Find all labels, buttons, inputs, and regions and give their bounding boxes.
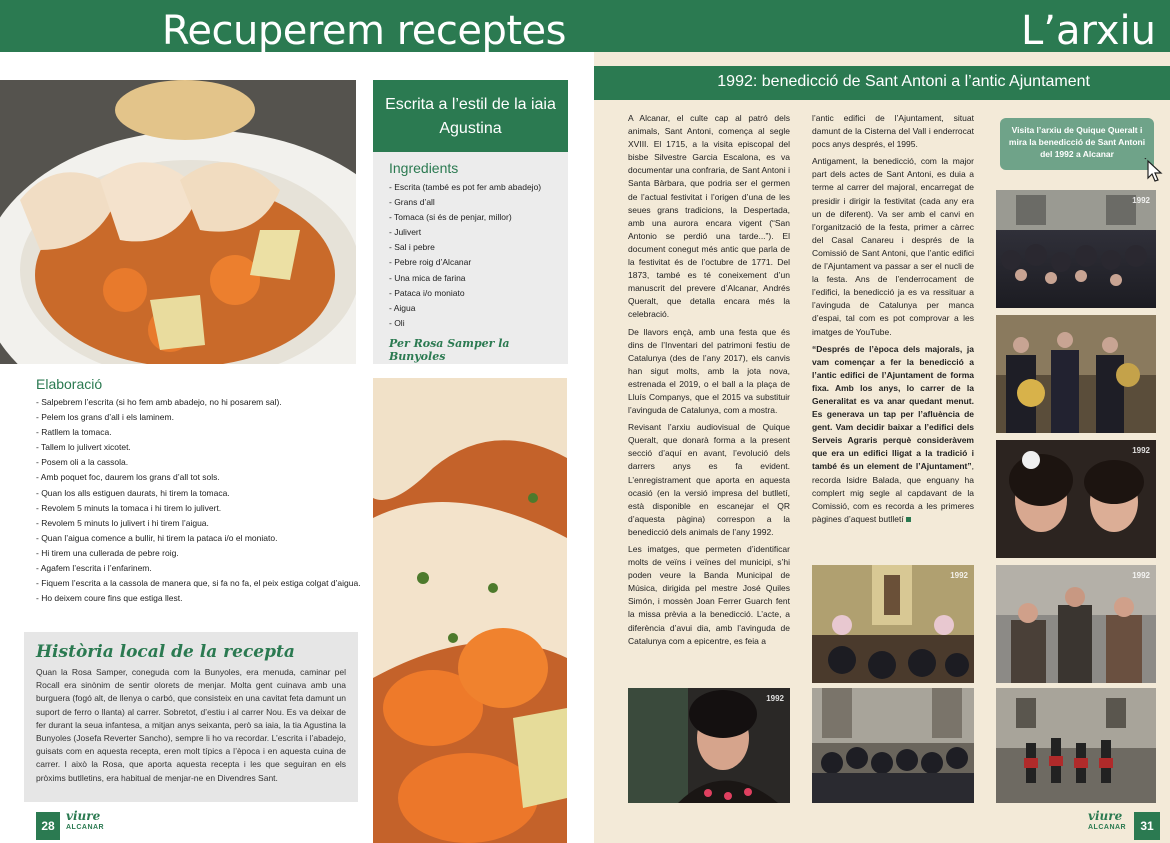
step-item: - Ratllem la tomaca. bbox=[36, 427, 112, 438]
end-mark-icon bbox=[906, 517, 911, 522]
step-item: - Quan l’aigua comence a bullir, hi tirem la pataca i/o el moniato. bbox=[36, 532, 278, 543]
article-subtitle: 1992: benedicció de Sant Antoni a l’antic Ajuntament bbox=[594, 66, 1170, 100]
dish-closeup-photo bbox=[373, 378, 567, 843]
archive-photo-crowd bbox=[996, 190, 1156, 308]
archive-photo-church bbox=[812, 565, 974, 683]
ingredient-item: - Julivert bbox=[389, 227, 422, 238]
paragraph: l’antic edifici de l’Ajuntament, situat damunt de la Cisterna del Vall i enderrocat pocs anys després, el 1995. bbox=[812, 113, 974, 150]
history-text: Quan la Rosa Samper, coneguda com la Bunyoles, era menuda, caminar pel Rocall era sinònim de sentir olorets de menjar. Molta gent cuinava amb una burguera (fogó alt, de llenya o carbó, que consisteix en una cavitat feta damunt un suport de ferro o llanta) al carrer. Sobretot, d’estiu i al carrer Nou. Es va deixar de fer durant la seua infantesa, a mitjan anys seixanta, però sa iaia, la tia Agustina la Bunyoles (Josefa Reverter Sancho), sempre li ho va recordar. L’escrita i l’abadejo, guisats com en aquesta recepta, eren molt típics a l’època i en aquesta cuina de carrer. I això la Rosa, que aporta aquesta recepta i les que seguiran en els pròxims butlletins, era habitual de menjar-ne en Divendres Sant. bbox=[36, 667, 346, 783]
page-number-left: 28 bbox=[36, 812, 60, 840]
article-column-1 bbox=[628, 112, 790, 652]
elaboration-section bbox=[36, 376, 366, 606]
step-item: - Fiquem l’escrita a la cassola de manera que, si fa no fa, el peix estiga colgat d’aigua. bbox=[36, 578, 361, 589]
photo-year-label: 1992 bbox=[1132, 571, 1150, 580]
photo-year-label: 1992 bbox=[1132, 196, 1150, 205]
quote-paragraph bbox=[812, 343, 974, 526]
band-illustration bbox=[996, 315, 1156, 433]
page-number-right: 31 bbox=[1134, 812, 1160, 840]
archive-link-box[interactable]: Visita l’arxiu de Quique Queralt i mira la benedicció de Sant Antoni del 1992 a Alcanar bbox=[1000, 118, 1154, 170]
history-heading: Història local de la recepta bbox=[36, 642, 295, 662]
viure-alcanar-logo-right bbox=[1088, 811, 1126, 833]
paragraph: De llavors ençà, amb una festa que és dins de l’Inventari del patrimoni festiu de Catalunya (des de l’any 2017), els canvis han sigut molts, amb la jota nova, estrenada el 2019, o el ball a la plaça de Lluís Companys, que el 2015 va substituir l’avinguda de Catalunya, com a mostra. bbox=[628, 326, 790, 416]
paragraph: Les imatges, que permeten d’identificar molts de veïns i veïnes del municipi, s’hi poden veure la Banda Municipal de Música, dirigida pel mestre José Quiles Simón, i mossèn Joan Ferrer Guarch fent la missa prèvia a la benedicció. L’acte, a diferència d’avui dia, amb l’avinguda de Catalunya com a epicentre, es feia a bbox=[628, 544, 790, 646]
people-illustration bbox=[996, 565, 1156, 683]
ingredient-item: - Una mica de farina bbox=[389, 272, 466, 283]
dish-illustration bbox=[0, 80, 356, 364]
dancers-illustration bbox=[996, 688, 1156, 803]
photo-year-label: 1992 bbox=[1132, 446, 1150, 455]
ingredient-item: - Tomaca (si és de penjar, millor) bbox=[389, 212, 512, 223]
step-item: - Ho deixem coure fins que estiga llest. bbox=[36, 593, 183, 604]
elaboration-heading: Elaboració bbox=[36, 376, 103, 392]
step-item: - Salpebrem l’escrita (si ho fem amb abadejo, no hi posarem sal). bbox=[36, 397, 282, 407]
archive-photo-girls bbox=[996, 440, 1156, 558]
cursor-icon bbox=[1144, 158, 1168, 184]
left-title-band bbox=[0, 0, 594, 52]
ingredient-item: - Sal i pebre bbox=[389, 242, 435, 253]
archive-photo-street bbox=[812, 688, 974, 803]
step-item: - Tallem lo julivert xicotet. bbox=[36, 442, 131, 453]
logo-line1: viure bbox=[1088, 809, 1123, 823]
article-column-2 bbox=[812, 112, 974, 530]
ingredient-item: - Grans d’all bbox=[389, 197, 435, 208]
ingredient-item: - Oli bbox=[389, 317, 405, 328]
step-item: - Posem oli a la cassola. bbox=[36, 457, 129, 468]
history-box bbox=[24, 632, 358, 802]
page-title-left: Recuperem receptes bbox=[161, 8, 566, 54]
church-illustration bbox=[812, 565, 974, 683]
ingredients-heading: Ingredients bbox=[389, 160, 459, 176]
dish-photo bbox=[0, 80, 356, 364]
crowd-illustration bbox=[996, 190, 1156, 308]
step-item: - Amb poquet foc, daurem los grans d’all tot sols. bbox=[36, 472, 220, 483]
viure-alcanar-logo-left bbox=[66, 811, 104, 833]
paragraph: Antigament, la benedicció, com la major part dels actes de Sant Antoni, es duia a terme al carrer del majoral, encarregat de presidir i dirigir la festivitat (cada any era un de diferent). Va ser amb el canvi en l’organització de la festa, primer a càrrec del Casal Canareu i després de la Comissió de Sant Antoni, que l’antic edifici de l’Ajuntament va passar a ser el nucli de la festa. Ans de l’enderrocament de l’edifici, la benedicció ja es va ressituar a l’avinguda de Catalunya per manca d’espai, tal com es pot comprovar a les imatges de YouTube. bbox=[812, 156, 974, 337]
archive-photo-band bbox=[996, 315, 1156, 433]
street-illustration bbox=[812, 688, 974, 803]
elaboration-steps bbox=[36, 395, 366, 606]
recipe-title-box bbox=[373, 80, 568, 152]
ingredient-item: - Escrita (també es pot fer amb abadejo) bbox=[389, 182, 542, 192]
ingredient-item: - Pataca i/o moniato bbox=[389, 287, 465, 298]
archive-photo-dancers bbox=[996, 688, 1156, 803]
dish-closeup-illustration bbox=[373, 378, 567, 843]
ingredient-item: - Aigua bbox=[389, 302, 416, 313]
step-item: - Quan los alls estiguen daurats, hi tirem la tomaca. bbox=[36, 487, 230, 498]
page-title-right: L’arxiu bbox=[1020, 8, 1156, 54]
paragraph: Revisant l’arxiu audiovisual de Quique Queralt, que donarà forma a la present secció d’aquí en avant, l’evolució dels darrers anys es fa evident. L’enregistrament que aporta en aquesta ocasió (en la versió impresa del butlletí, està disponible en escanejar el QR d’aquesta pàgina) correspon a la benedicció dels animals de l’any 1992. bbox=[628, 422, 790, 537]
right-page bbox=[594, 0, 1170, 843]
quote-text: “Després de l’època dels majorals, ja vam començar a fer la benedicció a l’antic edifici de l’Ajuntament de forma fixa. Amb los anys, lo carrer de la Generalitat es va anar quedant menut. Es generava un tap per l’afluència de gent. Vam decidir baixar a l’edifici dels Serveis Agraris perquè consideràvem que era un edifici lligat a la tradició i també és un element de l’Ajuntament” bbox=[812, 343, 974, 472]
logo-line2: ALCANAR bbox=[1088, 824, 1127, 831]
step-item: - Agafem l’escrita i l’enfarinem. bbox=[36, 563, 152, 574]
recipe-title: Escrita a l’estil de la iaia Agustina bbox=[385, 96, 556, 137]
archive-photo-woman bbox=[628, 688, 790, 803]
woman-illustration bbox=[628, 688, 790, 803]
photo-year-label: 1992 bbox=[950, 571, 968, 580]
paragraph: A Alcanar, el culte cap al patró dels animals, Sant Antoni, comença al segle XVIII. El 1715, a la visita episcopal del bisbe Silvestre Garcia Escalona, es va documentar una confraria, de Sant Antoni i Santa Bàrbara, que podria ser el germen de l’actual festivitat i l’origen d’una de les seues grans tradicions, la Despertada, amb una aurora encara vigent (“San Antonio se perdió una tarde...”). El document conegut més antic que parla de la festivitat és de l’octubre de 1771. Del 1873, també es té coneixement d’un manuscrit del prevere d’Alcanar, Andrés Queralt, que detalla encara més la celebració. bbox=[628, 113, 790, 320]
photo-year-label: 1992 bbox=[766, 694, 784, 703]
recipe-author: Per Rosa Samper la Bunyoles bbox=[389, 336, 510, 363]
step-item: - Pelem los grans d’all i els laminem. bbox=[36, 412, 174, 423]
ingredients-list bbox=[389, 180, 568, 331]
girls-illustration bbox=[996, 440, 1156, 558]
right-title-band bbox=[594, 0, 1170, 52]
archive-photo-people bbox=[996, 565, 1156, 683]
step-item: - Hi tirem una cullerada de pebre roig. bbox=[36, 547, 179, 558]
quote-attribution: , recorda Isidre Balada, que enguany ha complert mig segle al capdavant de la Comissió, com es recorda a les primeres pàgines d’aquest butlletí bbox=[812, 461, 974, 524]
step-item: - Revolem 5 minuts la tomaca i hi tirem lo julivert. bbox=[36, 502, 222, 513]
ingredient-item: - Pebre roig d’Alcanar bbox=[389, 257, 472, 268]
step-item: - Revolem 5 minuts lo julivert i hi tirem l’aigua. bbox=[36, 517, 209, 528]
logo-line2: ALCANAR bbox=[66, 824, 105, 831]
ingredients-box bbox=[373, 152, 568, 364]
logo-line1: viure bbox=[66, 809, 101, 823]
